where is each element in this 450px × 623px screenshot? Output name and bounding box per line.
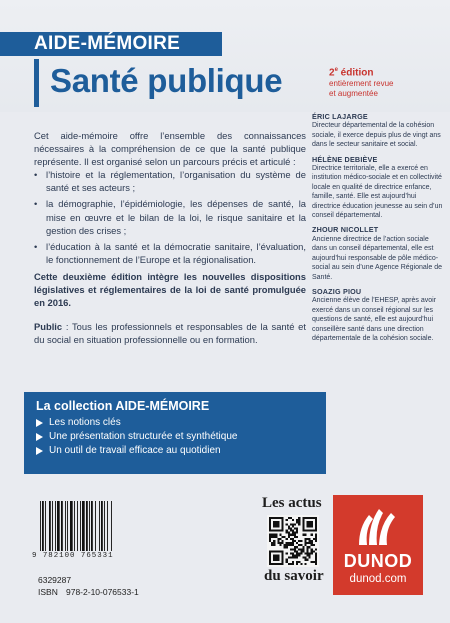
- list-item-text: la démographie, l’épidémiologie, les dépenses de santé, la mise en œuvre et le bilan de la loi, le risque sanitaire et la gestion des crises ;: [46, 198, 306, 236]
- barcode-icon: [38, 501, 138, 551]
- list-item: [36, 430, 326, 444]
- author-name: HÉLÈNE DEBIÈVE: [312, 154, 378, 164]
- author-bio: Ancienne directrice de l’action sociale dans un conseil départemental, elle est aujourd’hui responsable de pôle médico-social au sein d’une Agence Régionale de Santé.: [312, 235, 442, 281]
- dunod-logo-icon: [355, 501, 401, 549]
- edition-note: [329, 64, 439, 99]
- author-block: [312, 287, 444, 343]
- collection-title: La collection AIDE-MÉMOIRE: [36, 399, 210, 413]
- author-name: ÉRIC LAJARGE: [312, 112, 368, 121]
- actus-heading: Les actus: [262, 495, 322, 511]
- collection-box: [24, 392, 326, 474]
- title-accent-bar: [34, 59, 39, 107]
- list-item: [36, 444, 326, 458]
- intro-paragraph: Cet aide-mémoire offre l’ensemble des connaissances nécessaires à la compréhension de ce que la santé publique représente. Il est organisé selon un parcours précis et articulé :: [34, 130, 306, 168]
- book-title: Santé publique: [50, 62, 283, 99]
- second-edition-paragraph: Cette deuxième édition intègre les nouvelles dispositions législatives et réglementaires de la loi de santé promulguée en 2016.: [34, 271, 306, 309]
- bullet-dot-icon: •: [34, 198, 38, 210]
- topics-list: [34, 168, 306, 269]
- edition-note-2: et augmentée: [329, 89, 378, 99]
- author-bio: Ancienne élève de l’EHESP, après avoir exercé dans un conseil régional sur les questions de santé, elle est aujourd’hui conseillère santé dans une direction départementale de la cohésion sociale.: [312, 297, 437, 342]
- author-bio: Directeur départemental de la cohésion sociale, il exerce depuis plus de vingt ans dans le secteur sanitaire et social.: [312, 122, 441, 149]
- author-name: ZHOUR NICOLLET: [312, 225, 379, 235]
- edition-number: 2: [329, 67, 335, 79]
- audience-label: Public: [34, 321, 63, 332]
- bullet-dot-icon: •: [34, 241, 38, 253]
- arrow-right-icon: [36, 419, 43, 427]
- publisher-url[interactable]: dunod.com: [349, 573, 407, 585]
- list-item: [36, 416, 326, 430]
- isbn-value: 978-2-10-076533-1: [66, 587, 139, 597]
- series-label: AIDE-MÉMOIRE: [0, 32, 222, 56]
- arrow-right-icon: [36, 447, 43, 455]
- edition-line: [329, 64, 439, 79]
- publisher-block[interactable]: [333, 495, 423, 595]
- arrow-right-icon: [36, 433, 43, 441]
- product-code: 6329287: [38, 575, 72, 585]
- list-item: [34, 168, 306, 194]
- audience-text: : Tous les professionnels et responsables de la santé et du social en situation professionnelle ou en formation.: [34, 321, 306, 346]
- list-item: [34, 240, 306, 266]
- publisher-name: DUNOD: [343, 551, 413, 571]
- edition-note-1: entièrement revue: [329, 79, 394, 89]
- edition-word: édition: [337, 67, 374, 79]
- isbn: [38, 587, 139, 598]
- feature-text: Les notions clés: [49, 417, 121, 428]
- barcode-digits: 9 782100 765331: [32, 552, 114, 560]
- collection-features: [36, 416, 326, 458]
- list-item: [34, 197, 306, 237]
- qr-code-icon[interactable]: [267, 515, 319, 567]
- actus-subheading: du savoir: [264, 568, 324, 584]
- list-item-text: l’éducation à la santé et la démocratie sanitaire, l’évaluation, le fonctionnement de l’Europe et la régionalisation.: [46, 241, 306, 266]
- feature-text: Une présentation structurée et synthétique: [49, 431, 238, 442]
- feature-text: Un outil de travail efficace au quotidien: [49, 445, 221, 456]
- audience-paragraph: [34, 320, 306, 346]
- author-block: [312, 112, 444, 150]
- author-block: [312, 225, 444, 281]
- list-item-text: l’histoire et la réglementation, l’organisation du système de santé et ses acteurs ;: [46, 169, 306, 194]
- author-bio: Directrice territoriale, elle a exercé en institution médico-sociale et en collectivité locale en qualité de directrice enfance, famille, santé. Elle est aujourd’hui directrice éducation jeunesse au sein d’un conseil départemental.: [312, 165, 443, 220]
- edition-suffix: e: [334, 67, 338, 73]
- bullet-dot-icon: •: [34, 169, 38, 180]
- authors-column: [312, 112, 444, 348]
- isbn-label: ISBN: [38, 587, 58, 597]
- author-block: [312, 155, 444, 221]
- author-name: SOAZIG PIOU: [312, 286, 362, 296]
